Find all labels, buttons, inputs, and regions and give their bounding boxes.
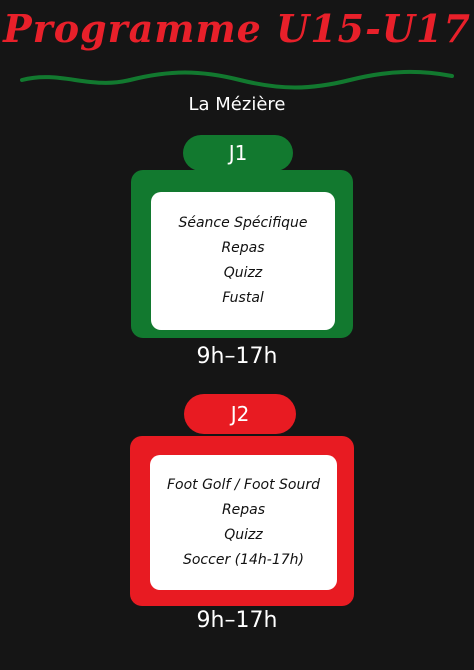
wavy-divider <box>20 66 454 96</box>
activity-item: Soccer (14h-17h) <box>182 551 305 568</box>
activity-item: Séance Spécifique <box>178 215 308 231</box>
activity-item: Fustal <box>222 290 264 306</box>
day-1-activities <box>151 192 335 330</box>
page-title: Programme U15-U17 <box>3 6 471 51</box>
activity-item: Quizz <box>223 265 263 281</box>
day-1-badge: J1 <box>183 135 293 171</box>
activity-item: Quizz <box>224 526 263 543</box>
day-1-hours: 9h–17h <box>196 344 278 369</box>
activity-item: Repas <box>221 240 265 256</box>
day-2-badge: J2 <box>184 394 296 434</box>
location-label: La Mézière <box>188 94 286 115</box>
activity-item: Foot Golf / Foot Sourd <box>166 476 321 493</box>
day-2-activities <box>150 455 337 590</box>
activity-item: Repas <box>221 501 266 518</box>
day-2-hours: 9h–17h <box>196 608 278 633</box>
